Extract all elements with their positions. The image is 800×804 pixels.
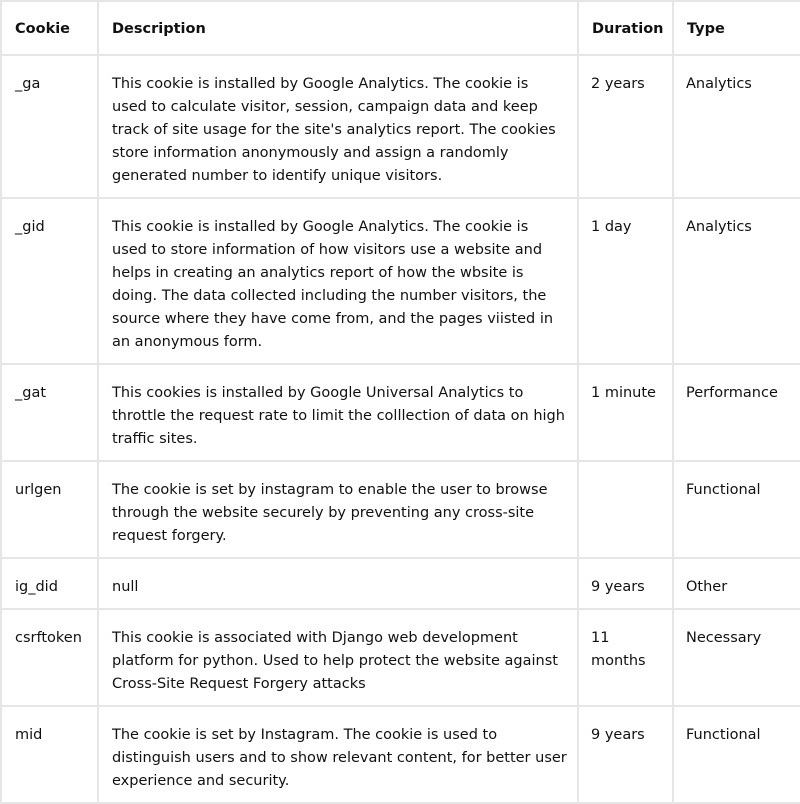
cookie-description: The cookie is set by instagram to enable the user to browse through the website securely by preventing any cross-site request forgery. [98,461,578,558]
cookie-name: _gid [1,198,98,364]
cookie-name: urlgen [1,461,98,558]
cookie-description: This cookie is installed by Google Analytics. The cookie is used to store information of how visitors use a website and helps in creating an analytics report of how the wbsite is doing. The data collected including the number visitors, the source where they have come from, and the pages viisted in an anonymous form. [98,198,578,364]
table-row [1,558,800,609]
table-row [1,706,800,803]
header-cookie: Cookie [1,1,98,55]
cookie-type: Analytics [673,55,800,198]
header-duration: Duration [578,1,673,55]
header-description: Description [98,1,578,55]
cookie-name: ig_did [1,558,98,609]
header-row [1,1,800,55]
cookie-name: mid [1,706,98,803]
cookie-description: null [98,558,578,609]
cookie-type: Analytics [673,198,800,364]
cookie-duration: 11 months [578,609,673,706]
cookie-duration: 1 minute [578,364,673,461]
table-row [1,461,800,558]
table-row [1,609,800,706]
cookie-type: Performance [673,364,800,461]
table-row [1,198,800,364]
table-row [1,55,800,198]
cookie-name: _gat [1,364,98,461]
cookie-description: This cookies is installed by Google Universal Analytics to throttle the request rate to limit the colllection of data on high traffic sites. [98,364,578,461]
cookie-description: This cookie is associated with Django web development platform for python. Used to help protect the website against Cross-Site Request Forgery attacks [98,609,578,706]
cookie-duration: 2 years [578,55,673,198]
cookie-name: csrftoken [1,609,98,706]
cookie-description: The cookie is set by Instagram. The cookie is used to distinguish users and to show relevant content, for better user experience and security. [98,706,578,803]
cookie-name: _ga [1,55,98,198]
cookie-type: Functional [673,706,800,803]
header-type: Type [673,1,800,55]
cookie-duration: 1 day [578,198,673,364]
cookie-type: Necessary [673,609,800,706]
table-body [1,55,800,803]
cookie-duration: 9 years [578,558,673,609]
cookie-duration [578,461,673,558]
cookie-type: Functional [673,461,800,558]
cookie-description: This cookie is installed by Google Analytics. The cookie is used to calculate visitor, session, campaign data and keep track of site usage for the site's analytics report. The cookies store information anonymously and assign a randomly generated number to identify unique visitors. [98,55,578,198]
table-header [1,1,800,55]
cookie-duration: 9 years [578,706,673,803]
table-row [1,364,800,461]
cookie-type: Other [673,558,800,609]
